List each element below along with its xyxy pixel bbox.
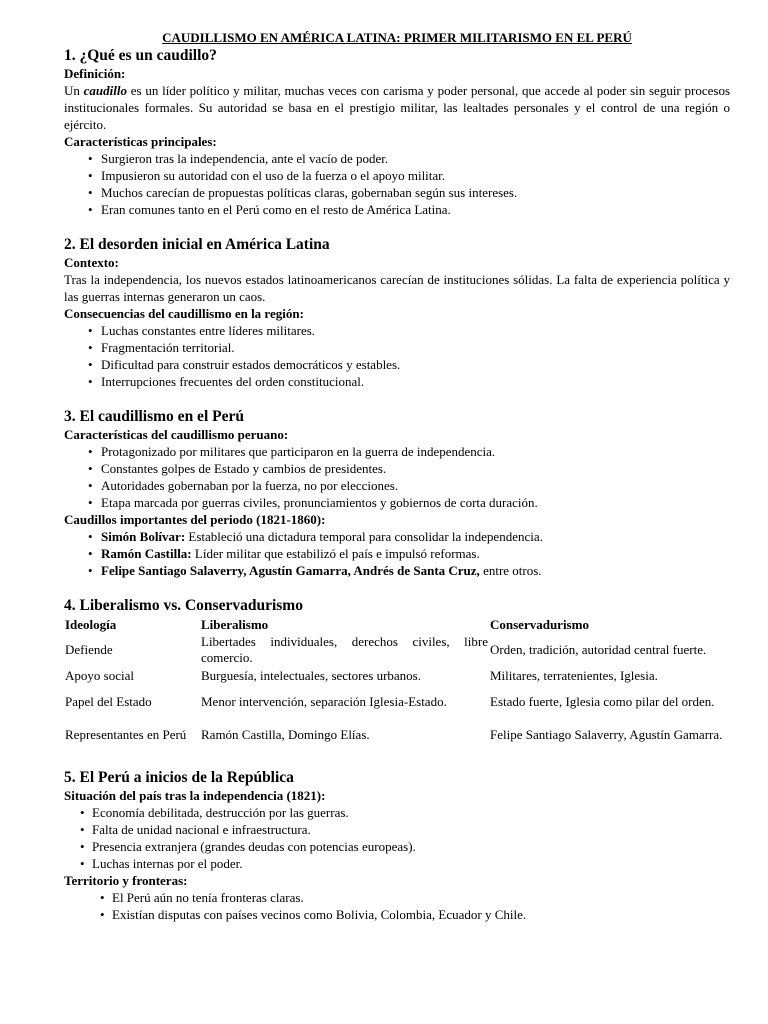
definition-term: caudillo	[83, 83, 127, 98]
section-4-heading: 4. Liberalismo vs. Conservadurismo	[64, 597, 303, 614]
table-header-cell: Conservadurismo	[490, 616, 589, 632]
section-2-heading: 2. El desorden inicial en América Latina	[64, 236, 330, 253]
list-item: • Interrupciones frecuentes del orden constitucional.	[64, 373, 730, 390]
caudillo-desc: Estableció una dictadura temporal para consolidar la independencia.	[185, 529, 543, 544]
caudillos-label: Caudillos importantes del periodo (1821-1860):	[64, 512, 326, 527]
definition-label: Definición:	[64, 66, 126, 81]
caudillos-list	[64, 528, 730, 579]
section-5-heading: 5. El Perú a inicios de la República	[64, 769, 294, 786]
table-cell: Estado fuerte, Iglesia como pilar del orden.	[490, 693, 715, 709]
table-cell: Militares, terratenientes, Iglesia.	[490, 667, 658, 683]
characteristics-list	[64, 150, 730, 218]
list-item: • Surgieron tras la independencia, ante el vacío de poder.	[64, 150, 730, 167]
territory-label: Territorio y fronteras:	[64, 873, 188, 888]
caudillo-name: Ramón Castilla:	[101, 546, 192, 561]
situation-label: Situación del país tras la independencia (1821):	[64, 788, 326, 803]
table-cell: Representantes en Perú	[65, 726, 187, 742]
list-item	[64, 545, 730, 562]
document-content	[64, 29, 730, 923]
list-item	[64, 562, 730, 579]
consequences-label: Consecuencias del caudillismo en la región:	[64, 306, 304, 321]
table-row	[64, 666, 730, 685]
table-header-row	[64, 616, 730, 633]
list-item	[64, 528, 730, 545]
definition-text	[64, 82, 730, 133]
table-cell: Libertades individuales, derechos civiles, libre comercio.	[201, 633, 488, 665]
caudillo-name: Felipe Santiago Salaverry, Agustín Gamarra, Andrés de Santa Cruz,	[101, 563, 480, 578]
table-cell: Felipe Santiago Salaverry, Agustín Gamarra.	[490, 726, 723, 742]
comparison-table	[64, 616, 730, 751]
territory-list	[64, 889, 730, 923]
table-row	[64, 633, 730, 666]
section-1-heading: 1. ¿Qué es un caudillo?	[64, 47, 217, 64]
consequences-list	[64, 322, 730, 390]
table-cell: Burguesía, intelectuales, sectores urbanos.	[201, 667, 421, 683]
table-header-cell: Ideología	[65, 616, 117, 632]
list-item: • Luchas constantes entre líderes militares.	[64, 322, 730, 339]
table-header-cell: Liberalismo	[201, 616, 269, 632]
definition-pre: Un	[64, 83, 84, 98]
table-cell: Orden, tradición, autoridad central fuerte.	[490, 641, 707, 657]
list-item: • Dificultad para construir estados democráticos y estables.	[64, 356, 730, 373]
table-cell: Ramón Castilla, Domingo Elías.	[201, 726, 370, 742]
list-item: • Autoridades gobernaban por la fuerza, no por elecciones.	[64, 477, 730, 494]
context-label: Contexto:	[64, 255, 119, 270]
list-item: • Luchas internas por el poder.	[64, 855, 730, 872]
table-cell: Papel del Estado	[65, 693, 152, 709]
list-item: • Presencia extranjera (grandes deudas con potencias europeas).	[64, 838, 730, 855]
caudillo-name: Simón Bolívar:	[101, 529, 186, 544]
section-3-heading: 3. El caudillismo en el Perú	[64, 408, 244, 425]
table-row	[64, 685, 730, 718]
caudillo-desc: entre otros.	[479, 563, 542, 578]
peruvian-characteristics-label: Características del caudillismo peruano:	[64, 427, 289, 442]
table-cell: Defiende	[65, 641, 113, 657]
table-row	[64, 718, 730, 751]
situation-list	[64, 804, 730, 872]
caudillo-desc: Líder militar que estabilizó el país e impulsó reformas.	[191, 546, 480, 561]
list-item: • Impusieron su autoridad con el uso de la fuerza o el apoyo militar.	[64, 167, 730, 184]
characteristics-label: Características principales:	[64, 134, 217, 149]
document-title: CAUDILLISMO EN AMÉRICA LATINA: PRIMER MILITARISMO EN EL PERÚ	[162, 30, 632, 45]
table-cell: Menor intervención, separación Iglesia-Estado.	[201, 693, 447, 709]
peruvian-characteristics-list	[64, 443, 730, 511]
list-item: • Eran comunes tanto en el Perú como en el resto de América Latina.	[64, 201, 730, 218]
context-text: Tras la independencia, los nuevos estados latinoamericanos carecían de instituciones sólidas. La falta de experiencia política y las guerras internas generaron un caos.	[64, 272, 730, 304]
list-item: • Falta de unidad nacional e infraestructura.	[64, 821, 730, 838]
list-item: • Fragmentación territorial.	[64, 339, 730, 356]
list-item: • Etapa marcada por guerras civiles, pronunciamientos y gobiernos de corta duración.	[64, 494, 730, 511]
list-item: • Protagonizado por militares que participaron en la guerra de independencia.	[64, 443, 730, 460]
table-cell: Apoyo social	[65, 667, 134, 683]
definition-body: es un líder político y militar, muchas veces con carisma y poder personal, que accede al poder sin seguir procesos institucionales formales. Su autoridad se basa en el prestigio militar, las lealtades personales y el control de una región o ejército.	[64, 83, 731, 132]
list-item: • Muchos carecían de propuestas políticas claras, gobernaban según sus intereses.	[64, 184, 730, 201]
list-item: • Existían disputas con países vecinos como Bolivia, Colombia, Ecuador y Chile.	[64, 906, 730, 923]
list-item: • El Perú aún no tenía fronteras claras.	[64, 889, 730, 906]
list-item: • Constantes golpes de Estado y cambios de presidentes.	[64, 460, 730, 477]
list-item: • Economía debilitada, destrucción por las guerras.	[64, 804, 730, 821]
